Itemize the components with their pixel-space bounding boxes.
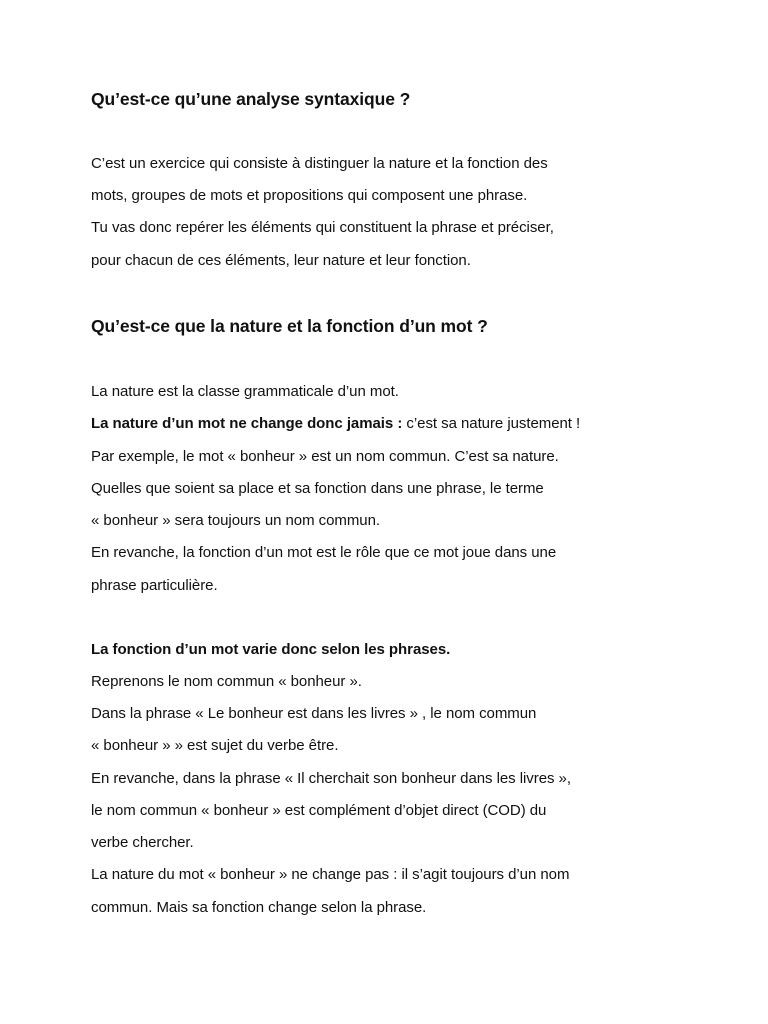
- paragraph-line: Dans la phrase « Le bonheur est dans les livres » , le nom commun: [91, 705, 537, 722]
- paragraph-line: La nature du mot « bonheur » ne change pas : il s’agit toujours d’un nom: [91, 866, 570, 883]
- paragraph-line: « bonheur » sera toujours un nom commun.: [91, 512, 380, 529]
- paragraph-line: commun. Mais sa fonction change selon la phrase.: [91, 899, 427, 916]
- paragraph-line: C’est un exercice qui consiste à distinguer la nature et la fonction des: [91, 155, 548, 172]
- paragraph-line: mots, groupes de mots et propositions qui composent une phrase.: [91, 187, 528, 204]
- section-heading-nature-fonction: Qu’est-ce que la nature et la fonction d’un mot ?: [91, 316, 488, 336]
- paragraph-line: En revanche, la fonction d’un mot est le rôle que ce mot joue dans une: [91, 544, 557, 561]
- paragraph-line: le nom commun « bonheur » est complément d’objet direct (COD) du: [91, 802, 547, 819]
- paragraph-line: Quelles que soient sa place et sa fonction dans une phrase, le terme: [91, 480, 544, 497]
- paragraph-line: La nature est la classe grammaticale d’un mot.: [91, 383, 399, 400]
- paragraph-line: verbe chercher.: [91, 834, 194, 851]
- paragraph-line: « bonheur » » est sujet du verbe être.: [91, 737, 339, 754]
- section-heading-analyse: Qu’est-ce qu’une analyse syntaxique ?: [91, 89, 411, 109]
- paragraph-line-emphasis: [91, 641, 450, 658]
- paragraph-line: Tu vas donc repérer les éléments qui constituent la phrase et préciser,: [91, 219, 554, 236]
- paragraph-line: Par exemple, le mot « bonheur » est un nom commun. C’est sa nature.: [91, 448, 559, 465]
- paragraph-line-emphasis: [91, 415, 580, 432]
- paragraph-line: Reprenons le nom commun « bonheur ».: [91, 673, 362, 690]
- paragraph-line: pour chacun de ces éléments, leur nature et leur fonction.: [91, 252, 471, 269]
- phrase-rest: c’est sa nature justement !: [402, 415, 581, 432]
- bold-phrase: La fonction d’un mot varie donc selon les phrases.: [91, 641, 451, 658]
- paragraph-line: phrase particulière.: [91, 577, 218, 594]
- bold-phrase: La nature d’un mot ne change donc jamais :: [91, 415, 403, 432]
- paragraph-line: En revanche, dans la phrase « Il cherchait son bonheur dans les livres »,: [91, 770, 571, 787]
